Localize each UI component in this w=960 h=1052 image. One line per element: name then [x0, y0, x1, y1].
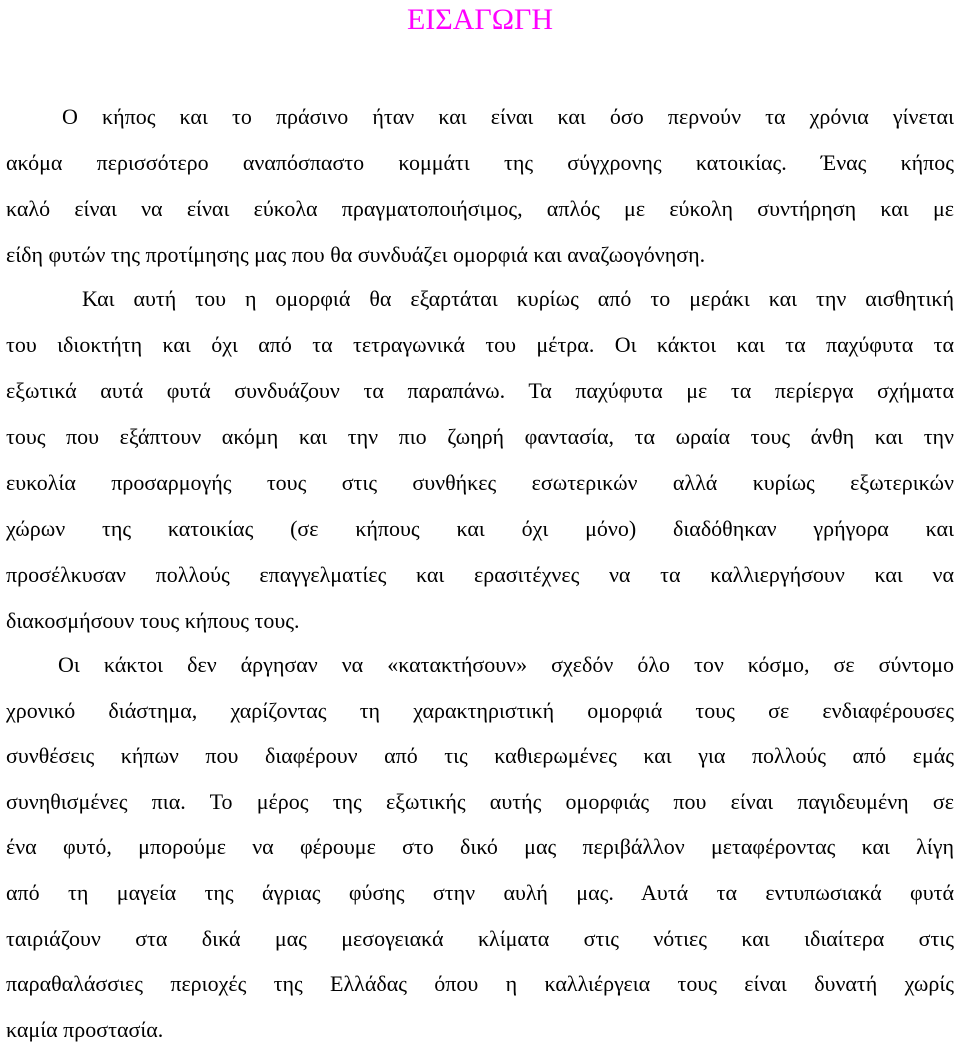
paragraph-line: ταιριάζουν στα δικά μας μεσογειακά κλίματα στις νότιες και ιδιαίτερα στις [6, 925, 954, 951]
paragraph-line: Οι κάκτοι δεν άργησαν να «κατακτήσουν» σχεδόν όλο τον κόσμο, σε σύντομο [58, 652, 954, 677]
paragraph-line: συνθέσεις κήπων που διαφέρουν από τις καθιερωμένες και για πολλούς από εμάς [6, 743, 954, 769]
paragraph-line: διακοσμήσουν τους κήπους τους. [6, 608, 300, 633]
paragraph-line: ένα φυτό, μπορούμε να φέρουμε στο δικό μας περιβάλλον μεταφέροντας και λίγη [6, 834, 954, 860]
paragraph-line: από τη μαγεία της άγριας φύσης στην αυλή μας. Αυτά τα εντυπωσιακά φυτά [6, 879, 954, 905]
paragraph-line: καμία προστασία. [6, 1016, 164, 1042]
paragraph-line: χρονικό διάστημα, χαρίζοντας τη χαρακτηριστική ομορφιά τους σε ενδιαφέρουσες [6, 697, 954, 723]
paragraph-line: προσέλκυσαν πολλούς επαγγελματίες και ερασιτέχνες να τα καλλιεργήσουν και να [6, 562, 954, 587]
paragraph-line: εξωτικά αυτά φυτά συνδυάζουν τα παραπάνω. Τα παχύφυτα με τα περίεργα σχήματα [6, 378, 954, 403]
paragraph-line: είδη φυτών της προτίμησης μας που θα συνδυάζει ομορφιά και αναζωογόνηση. [6, 242, 706, 267]
page-title: ΕΙΣΑΓΩΓΗ [406, 3, 554, 36]
paragraph-line: Ο κήπος και το πράσινο ήταν και είναι και όσο περνούν τα χρόνια γίνεται [62, 104, 954, 129]
paragraph-line: συνηθισμένες πια. Το μέρος της εξωτικής αυτής ομορφιάς που είναι παγιδευμένη σε [6, 788, 954, 814]
paragraph-2 [6, 276, 954, 644]
paragraph-line: ευκολία προσαρμογής τους στις συνθήκες εσωτερικών αλλά κυρίως εξωτερικών [6, 470, 954, 495]
paragraph-line: τους που εξάπτουν ακόμη και την πιο ζωηρή φαντασία, τα ωραία τους άνθη και την [6, 424, 954, 449]
paragraph-line: ακόμα περισσότερο αναπόσπαστο κομμάτι της σύγχρονης κατοικίας. Ένας κήπος [6, 150, 954, 175]
paragraph-3 [6, 642, 954, 1052]
paragraph-line: παραθαλάσσιες περιοχές της Ελλάδας όπου η καλλιέργεια τους είναι δυνατή χωρίς [6, 971, 954, 997]
paragraph-line: καλό είναι να είναι εύκολα πραγματοποιήσιμος, απλός με εύκολη συντήρηση και με [6, 196, 954, 221]
paragraph-line: χώρων της κατοικίας (σε κήπους και όχι μόνο) διαδόθηκαν γρήγορα και [6, 516, 954, 541]
paragraph-line: του ιδιοκτήτη και όχι από τα τετραγωνικά του μέτρα. Οι κάκτοι και τα παχύφυτα τα [6, 332, 954, 357]
paragraph-1 [6, 94, 954, 278]
paragraph-line: Και αυτή του η ομορφιά θα εξαρτάται κυρίως από το μεράκι και την αισθητική [82, 286, 954, 311]
